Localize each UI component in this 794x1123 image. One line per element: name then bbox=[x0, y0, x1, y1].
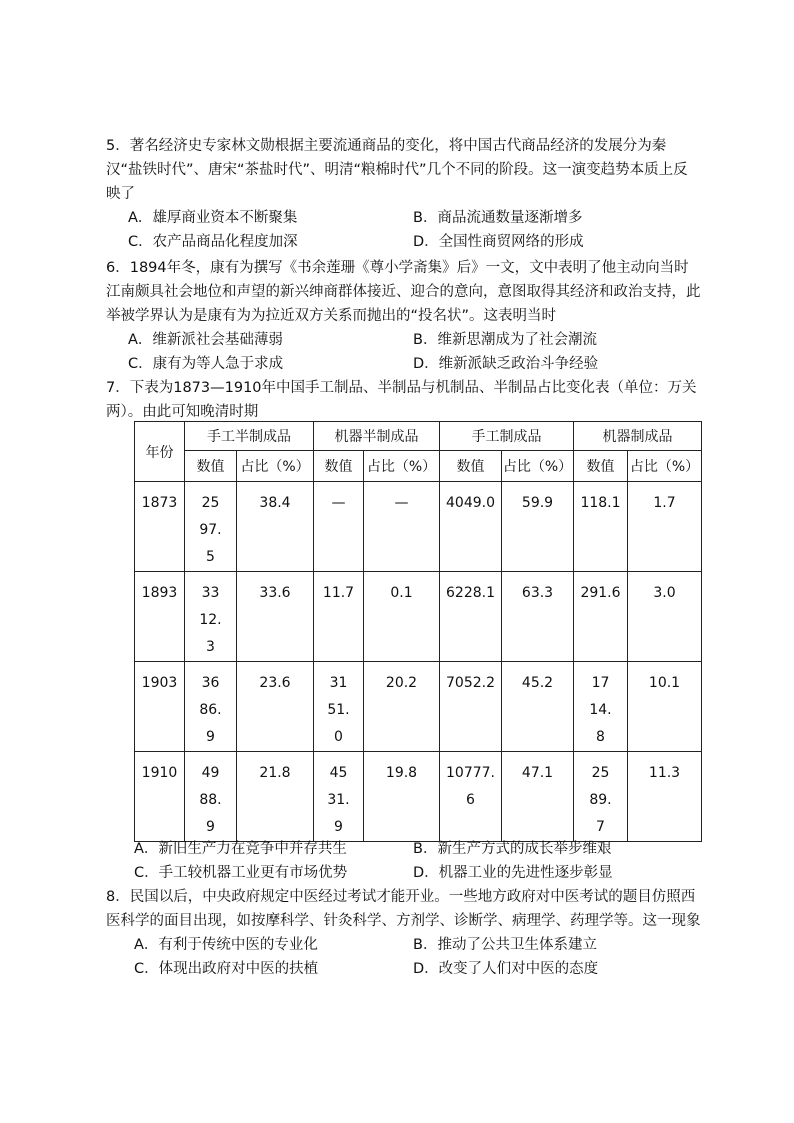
question-8-options-row-1 bbox=[106, 933, 702, 957]
ratio-cell: 21.8 bbox=[259, 765, 291, 781]
ratio-cell: 63.3 bbox=[521, 585, 554, 601]
sub-header-ratio: 占比（%） bbox=[502, 451, 574, 482]
value-cell: 1714.8 bbox=[589, 675, 612, 745]
ratio-cell: 38.4 bbox=[259, 495, 291, 511]
ratio-cell: 59.9 bbox=[521, 495, 554, 511]
question-5-options-row-1 bbox=[106, 206, 702, 230]
ratio-cell: 20.2 bbox=[385, 675, 418, 691]
value-cell: 4988.9 bbox=[199, 765, 222, 835]
question-8-option-c[interactable]: C．体现出政府对中医的扶植 bbox=[134, 961, 319, 977]
sub-header-value: 数值 bbox=[185, 451, 237, 482]
question-8 bbox=[106, 885, 702, 981]
question-8-option-d[interactable]: D．改变了人们对中医的态度 bbox=[413, 961, 599, 977]
ratio-cell: — bbox=[394, 495, 409, 511]
question-8-option-a[interactable]: A．有利于传统中医的专业化 bbox=[134, 937, 318, 953]
question-7-options bbox=[106, 837, 702, 885]
table-row bbox=[135, 752, 702, 842]
sub-header-value: 数值 bbox=[314, 451, 364, 482]
question-5-option-c[interactable]: C．农产品商品化程度加深 bbox=[128, 234, 298, 250]
question-6-option-a[interactable]: A．维新派社会基础薄弱 bbox=[128, 332, 283, 348]
question-7-option-b[interactable]: B．新生产方式的成长举步维艰 bbox=[413, 841, 612, 857]
year-cell: 1910 bbox=[141, 765, 178, 781]
year-cell: 1893 bbox=[141, 585, 178, 601]
question-6-option-b[interactable]: B．维新思潮成为了社会潮流 bbox=[413, 332, 597, 348]
ratio-cell: 23.6 bbox=[259, 675, 291, 691]
ratio-cell: 47.1 bbox=[521, 765, 554, 781]
ratio-cell: 0.1 bbox=[390, 585, 413, 601]
sub-header-value: 数值 bbox=[574, 451, 628, 482]
year-cell: 1903 bbox=[141, 675, 178, 691]
ratio-cell: 19.8 bbox=[385, 765, 418, 781]
question-8-options-row-2 bbox=[106, 957, 702, 981]
question-6-stem: 6．1894年冬，康有为撰写《书余莲珊《尊小学斋集》后》一文，文中表明了他主动向当时江南颇具社会地位和声望的新兴绅商群体接近、迎合的意向，意图取得其经济和政治支持，此举被学界认为是康有为为拉近双方关系而抛出的“投名状”。这表明当时 bbox=[106, 260, 701, 324]
sub-header-ratio: 占比（%） bbox=[237, 451, 314, 482]
question-5-option-b[interactable]: B．商品流通数量逐渐增多 bbox=[413, 210, 583, 226]
group-header: 手工制成品 bbox=[440, 422, 574, 451]
sub-header-value: 数值 bbox=[440, 451, 502, 482]
group-header: 机器半制成品 bbox=[314, 422, 440, 451]
value-cell: 10777.6 bbox=[446, 765, 495, 808]
value-cell: 2589.7 bbox=[589, 765, 612, 835]
sub-header-ratio: 占比（%） bbox=[628, 451, 702, 482]
question-7-option-a[interactable]: A．新旧生产力在竞争中并存共生 bbox=[134, 841, 347, 857]
value-cell: 3151.0 bbox=[327, 675, 350, 745]
value-cell: 11.7 bbox=[322, 585, 355, 601]
question-6-option-d[interactable]: D．维新派缺乏政治斗争经验 bbox=[413, 356, 599, 372]
value-cell: — bbox=[331, 495, 346, 511]
value-cell: 4531.9 bbox=[327, 765, 350, 835]
table-header-row bbox=[135, 422, 702, 451]
value-cell: 4049.0 bbox=[446, 495, 495, 511]
table-row bbox=[135, 662, 702, 752]
question-8-option-b[interactable]: B．推动了公共卫生体系建立 bbox=[413, 937, 597, 953]
value-cell: 2597.5 bbox=[199, 495, 222, 565]
value-cell: 118.1 bbox=[580, 495, 621, 511]
ratio-cell: 11.3 bbox=[648, 765, 681, 781]
sub-header-ratio: 占比（%） bbox=[364, 451, 440, 482]
value-cell: 6228.1 bbox=[446, 585, 495, 601]
question-7-options-row-1 bbox=[106, 837, 702, 861]
value-cell: 7052.2 bbox=[446, 675, 495, 691]
ratio-cell: 33.6 bbox=[259, 585, 291, 601]
question-8-stem: 8．民国以后，中央政府规定中医经过考试才能开业。一些地方政府对中医考试的题目仿照西医科学的面目出现，如按摩科学、针灸科学、方剂学、诊断学、病理学、药理学等。这一现象 bbox=[106, 889, 701, 929]
value-cell: 3686.9 bbox=[199, 675, 222, 745]
question-5-stem: 5．著名经济史专家林文勋根据主要流通商品的变化，将中国古代商品经济的发展分为秦汉“盐铁时代”、唐宋“茶盐时代”、明清“粮棉时代”几个不同的阶段。这一演变趋势本质上反映了 bbox=[106, 138, 688, 202]
question-6-options-row-1 bbox=[106, 328, 702, 352]
group-header: 手工半制成品 bbox=[185, 422, 314, 451]
ratio-cell: 45.2 bbox=[521, 675, 554, 691]
data-table bbox=[134, 421, 702, 842]
question-7-option-c[interactable]: C．手工较机器工业更有市场优势 bbox=[134, 865, 348, 881]
question-7-stem: 7．下表为1873—1910年中国手工制品、半制品与机制品、半制品占比变化表（单位：万关两）。由此可知晚清时期 bbox=[106, 380, 697, 420]
question-6-option-c[interactable]: C．康有为等人急于求成 bbox=[128, 356, 284, 372]
table-row bbox=[135, 482, 702, 572]
question-5-option-a[interactable]: A．雄厚商业资本不断聚集 bbox=[128, 210, 298, 226]
question-6-options-row-2 bbox=[106, 352, 702, 376]
ratio-cell: 3.0 bbox=[653, 585, 676, 601]
question-7-option-d[interactable]: D．机器工业的先进性逐步彰显 bbox=[413, 865, 613, 881]
value-cell: 291.6 bbox=[580, 585, 621, 601]
year-cell: 1873 bbox=[141, 495, 178, 511]
question-5 bbox=[106, 134, 702, 254]
table-subheader-row bbox=[135, 451, 702, 482]
question-5-option-d[interactable]: D．全国性商贸网络的形成 bbox=[413, 234, 584, 250]
question-7 bbox=[106, 376, 702, 424]
ratio-cell: 10.1 bbox=[648, 675, 681, 691]
question-6 bbox=[106, 256, 702, 376]
ratio-cell: 1.7 bbox=[653, 495, 676, 511]
question-5-options-row-2 bbox=[106, 230, 702, 254]
question-7-options-row-2 bbox=[106, 861, 702, 885]
year-header: 年份 bbox=[135, 422, 185, 482]
value-cell: 3312.3 bbox=[199, 585, 222, 655]
group-header: 机器制成品 bbox=[574, 422, 702, 451]
table-row bbox=[135, 572, 702, 662]
